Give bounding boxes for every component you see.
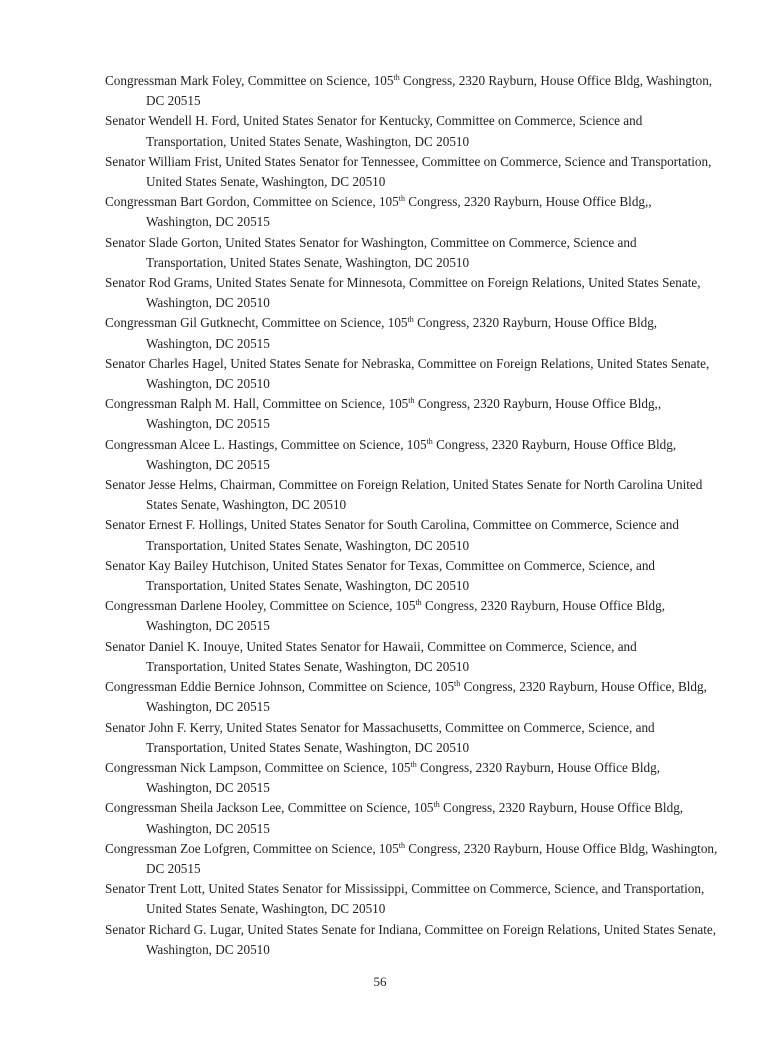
address-entry: Senator Slade Gorton, United States Senator for Washington, Committee on Commerce, Science and Transportation, United States Senate, Washington, DC 20510 — [105, 234, 637, 270]
address-entry: Congressman Zoe Lofgren, Committee on Science, 105th Congress, 2320 Rayburn, House Office Bldg, Washington, DC 20515 — [105, 840, 718, 876]
address-entry: Senator William Frist, United States Senator for Tennessee, Committee on Commerce, Science and Transportation, United States Senate, Washington, DC 20510 — [105, 153, 712, 190]
address-entry: Congressman Nick Lampson, Committee on Science, 105th Congress, 2320 Rayburn, House Office Bldg, Washington, DC 20515 — [105, 759, 661, 796]
address-entry: Congressman Mark Foley, Committee on Science, 105th Congress, 2320 Rayburn, House Office Bldg, Washington, DC 20515 — [105, 73, 713, 109]
address-entry: Senator Daniel K. Inouye, United States Senator for Hawaii, Committee on Commerce, Science, and Transportation, United States Senate, Washington, DC 20510 — [105, 638, 637, 674]
address-entry: Senator Kay Bailey Hutchison, United States Senator for Texas, Committee on Commerce, Science, and Transportation, United States Senate, Washington, DC 20510 — [105, 557, 656, 594]
address-entry: Senator Charles Hagel, United States Senate for Nebraska, Committee on Foreign Relations, United States Senate, Washington, DC 20510 — [105, 355, 710, 392]
page-number: 56 — [373, 974, 387, 989]
address-entry: Congressman Ralph M. Hall, Committee on Science, 105th Congress, 2320 Rayburn, House Office Bldg,, Washington, DC 20515 — [105, 396, 662, 432]
address-entry: Congressman Darlene Hooley, Committee on Science, 105th Congress, 2320 Rayburn, House Office Bldg, Washington, DC 20515 — [105, 598, 666, 634]
address-entry: Congressman Gil Gutknecht, Committee on Science, 105th Congress, 2320 Rayburn, House Office Bldg, Washington, DC 20515 — [105, 315, 658, 351]
address-list — [105, 71, 720, 960]
address-entry: Congressman Eddie Bernice Johnson, Committee on Science, 105th Congress, 2320 Rayburn, House Office, Bldg, Washington, DC 20515 — [105, 679, 707, 715]
address-entry: Senator Trent Lott, United States Senator for Mississippi, Committee on Commerce, Science, and Transportation, United States Senate, Washington, DC 20510 — [105, 881, 705, 917]
address-entry: Senator Wendell H. Ford, United States Senator for Kentucky, Committee on Commerce, Science and Transportation, United States Senate, Washington, DC 20510 — [105, 113, 643, 149]
address-entry: Congressman Bart Gordon, Committee on Science, 105th Congress, 2320 Rayburn, House Office Bldg,, Washington, DC 20515 — [105, 194, 652, 230]
address-entry: Senator John F. Kerry, United States Senator for Massachusetts, Committee on Commerce, Science, and Transportation, United States Senate, Washington, DC 20510 — [105, 719, 655, 755]
address-entry: Congressman Sheila Jackson Lee, Committee on Science, 105th Congress, 2320 Rayburn, House Office Bldg, Washington, DC 20515 — [105, 800, 684, 836]
address-entry: Senator Rod Grams, United States Senate for Minnesota, Committee on Foreign Relations, United States Senate, Washington, DC 20510 — [105, 275, 701, 311]
address-entry: Congressman Alcee L. Hastings, Committee on Science, 105th Congress, 2320 Rayburn, House Office Bldg, Washington, DC 20515 — [105, 436, 677, 472]
address-entry: Senator Ernest F. Hollings, United States Senator for South Carolina, Committee on Commerce, Science and Transportation, United States Senate, Washington, DC 20510 — [105, 517, 679, 553]
address-entry: Senator Richard G. Lugar, United States Senate for Indiana, Committee on Foreign Relations, United States Senate, Washington, DC 20510 — [105, 921, 717, 957]
address-entry: Senator Jesse Helms, Chairman, Committee on Foreign Relation, United States Senate for North Carolina United States Senate, Washington, DC 20510 — [105, 477, 703, 513]
